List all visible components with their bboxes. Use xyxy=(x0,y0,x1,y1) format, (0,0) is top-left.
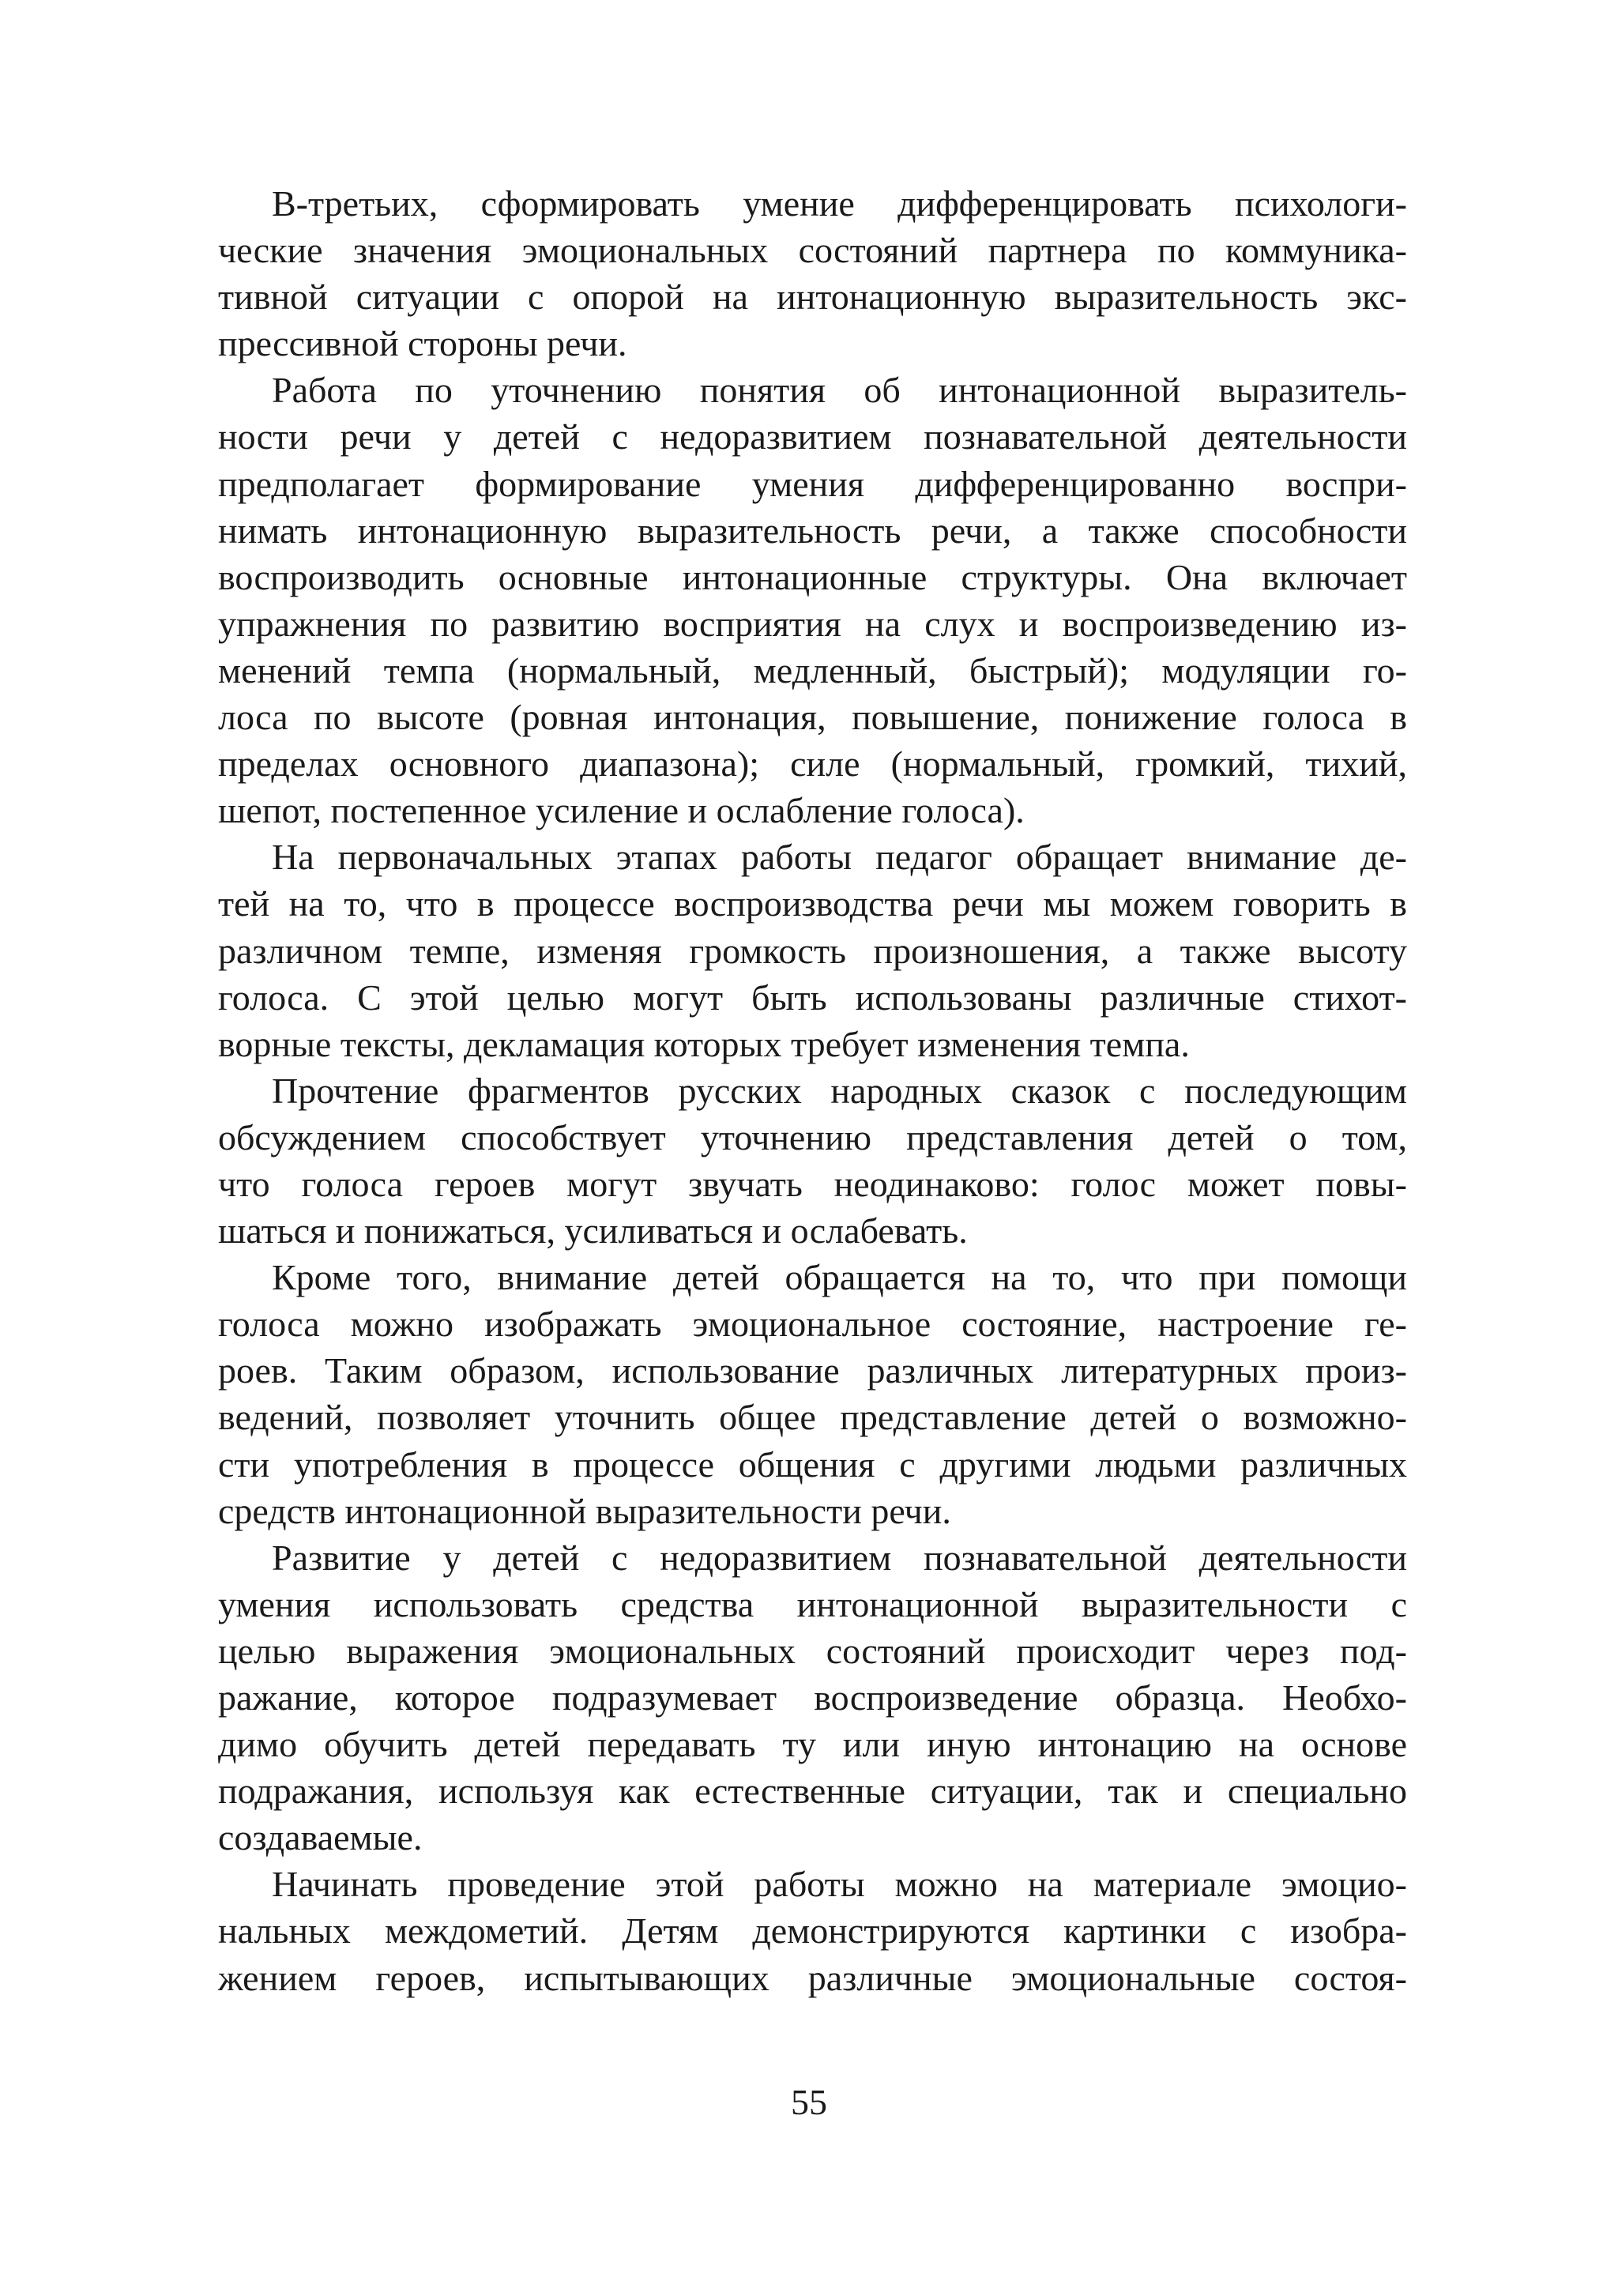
text-line: умения использовать средства интонационной выразительности с xyxy=(218,1583,1407,1624)
text-line: средств интонационной выразительности речи. xyxy=(218,1490,951,1531)
text-line: ражание, которое подразумевает воспроизведение образца. Необхо- xyxy=(218,1677,1407,1718)
text-line: шаться и понижаться, усиливаться и ослабевать. xyxy=(218,1210,968,1252)
text-line: Кроме того, внимание детей обращается на то, что при помощи xyxy=(272,1257,1407,1298)
text-line: тей на то, что в процессе воспроизводства речи мы можем говорить в xyxy=(218,883,1407,924)
text-line: тивной ситуации с опорой на интонационную выразительность экс- xyxy=(218,277,1407,318)
text-line: голоса. С этой целью могут быть использованы различные стихот- xyxy=(218,977,1407,1018)
text-line: ческие значения эмоциональных состояний партнера по коммуника- xyxy=(218,230,1407,271)
text-line: Начинать проведение этой работы можно на материале эмоцио- xyxy=(272,1864,1407,1905)
text-line: димо обучить детей передавать ту или иную интонацию на основе xyxy=(218,1724,1407,1765)
text-line: В-третьих, сформировать умение дифференцировать психологи- xyxy=(272,183,1407,224)
text-line: На первоначальных этапах работы педагог обращает внимание де- xyxy=(272,837,1407,878)
paragraph xyxy=(218,1067,1407,1254)
paragraph xyxy=(218,180,1407,367)
text-line: различном темпе, изменяя громкость произношения, а также высоту xyxy=(218,930,1407,971)
text-line: Прочтение фрагментов русских народных сказок с последующим xyxy=(272,1070,1407,1111)
text-line: Развитие у детей с недоразвитием познавательной деятельности xyxy=(272,1537,1407,1578)
text-line: шепот, постепенное усиление и ослабление голоса). xyxy=(218,790,1025,831)
text-line: подражания, используя как естественные ситуации, так и специально xyxy=(218,1771,1407,1812)
text-line: обсуждением способствует уточнению представления детей о том, xyxy=(218,1116,1407,1157)
paragraph xyxy=(218,1254,1407,1534)
text-line: сти употребления в процессе общения с другими людьми различных xyxy=(218,1443,1407,1485)
text-line: воспроизводить основные интонационные структуры. Она включает xyxy=(218,556,1407,597)
text-line: ворные тексты, декламация которых требует изменения темпа. xyxy=(218,1023,1190,1064)
text-line: Работа по уточнению понятия об интонационной выразитель- xyxy=(272,370,1407,411)
text-line: пределах основного диапазона); силе (нормальный, громкий, тихий, xyxy=(218,743,1407,785)
page-body xyxy=(218,180,1407,2001)
text-line: лоса по высоте (ровная интонация, повышение, понижение голоса в xyxy=(218,697,1407,738)
text-line: предполагает формирование умения дифференцированно воспри- xyxy=(218,463,1407,504)
text-line: нальных междометий. Детям демонстрируются картинки с изобра- xyxy=(218,1910,1407,1952)
text-line: создаваемые. xyxy=(218,1817,423,1858)
text-line: жением героев, испытывающих различные эмоциональные состоя- xyxy=(218,1957,1407,1998)
text-line: менений темпа (нормальный, медленный, быстрый); модуляции го- xyxy=(218,649,1407,691)
text-line: ности речи у детей с недоразвитием познавательной деятельности xyxy=(218,416,1407,457)
text-line: нимать интонационную выразительность речи, а также способности xyxy=(218,510,1407,551)
text-line: прессивной стороны речи. xyxy=(218,323,627,364)
paragraph xyxy=(218,367,1407,834)
paragraph xyxy=(218,834,1407,1067)
text-line: целью выражения эмоциональных состояний происходит через под- xyxy=(218,1630,1407,1671)
page-number: 55 xyxy=(791,2082,827,2122)
text-line: упражнения по развитию восприятия на слух и воспроизведению из- xyxy=(218,603,1407,644)
text-line: что голоса героев могут звучать неодинаково: голос может повы- xyxy=(218,1163,1407,1204)
text-line: ведений, позволяет уточнить общее представление детей о возможно- xyxy=(218,1397,1407,1438)
paragraph xyxy=(218,1861,1407,2001)
paragraph xyxy=(218,1534,1407,1861)
text-line: роев. Таким образом, использование различных литературных произ- xyxy=(218,1350,1407,1391)
text-line: голоса можно изображать эмоциональное состояние, настроение ге- xyxy=(218,1304,1407,1345)
